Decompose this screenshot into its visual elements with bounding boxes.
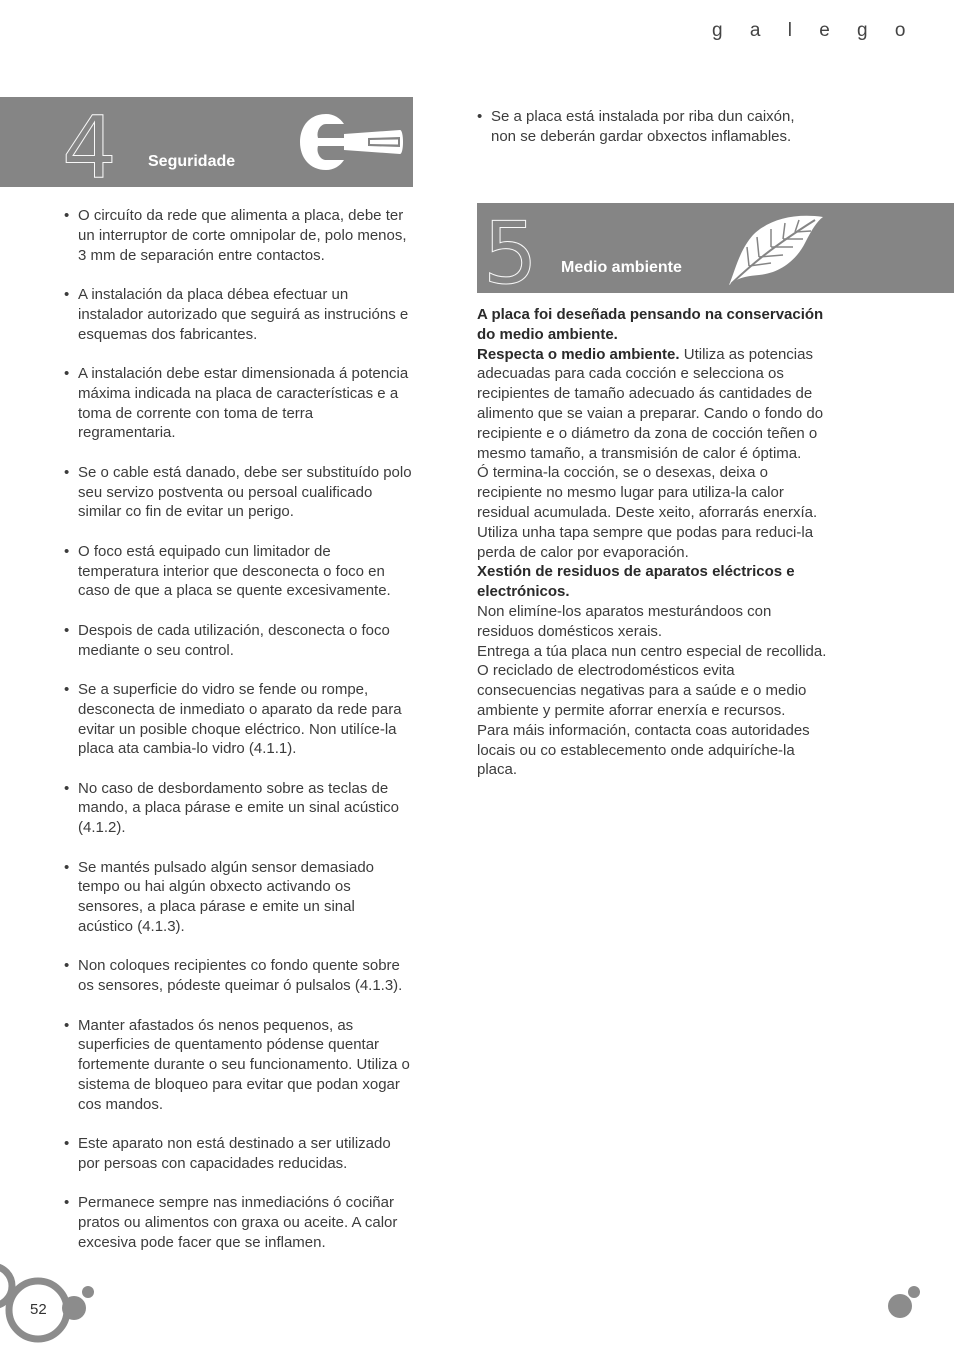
safety-list — [64, 206, 414, 1272]
list-item: • Se a placa está instalada por riba dun caixón, non se deberán gardar obxectos inflamables. — [477, 107, 817, 147]
list-item: • No caso de desbordamento sobre as teclas de mando, a placa párase e emite un sinal acústico (4.1.2). — [64, 779, 414, 838]
wrench-icon — [296, 110, 406, 174]
leaf-icon — [725, 211, 825, 287]
safety-list-continued — [477, 107, 817, 147]
environment-paragraph: Utiliza unha tapa sempre que podas para reduci-la perda de calor por evaporación. — [477, 523, 814, 561]
section-4-banner — [0, 97, 413, 198]
section-title: Medio ambiente — [561, 259, 682, 276]
environment-paragraph: Ó termina-la cocción, se o desexas, deixa o recipiente no mesmo lugar para utiliza-la calor residual acumulada. Deste xeito, aforrarás enerxía. — [477, 464, 818, 521]
section-number: 4 — [62, 98, 117, 198]
list-item: • Manter afastados ós nenos pequenos, as superficies de quentamento pódense quentar fortemente durante o seu funcionamento. Utiliza o sistema de bloqueo para evitar que podan xogar cos mandos. — [64, 1016, 414, 1115]
list-item: • A instalación da placa débea efectuar un instalador autorizado que seguirá as instrucións e esquemas dos fabricantes. — [64, 285, 414, 344]
list-item: • Se o cable está danado, debe ser substituído polo seu servizo postventa ou persoal cualificado similar co fin de evitar un perigo. — [64, 463, 414, 522]
section-number: 5 — [483, 204, 538, 304]
environment-intro: A placa foi deseñada pensando na conservación do medio ambiente. — [477, 306, 824, 343]
environment-paragraph: O reciclado de electrodomésticos evita consecuencias negativas para a saúde e o medio ambiente y permite aforrar enerxía e recursos. — [477, 662, 807, 719]
section-title: Seguridade — [148, 153, 236, 170]
list-item: • Se a superficie do vidro se fende ou rompe, desconecta de inmediato o aparato da rede para evitar un posible choque eléctrico. Non utilíce-la placa ata cambia-lo vidro (4.1.1). — [64, 680, 414, 759]
environment-paragraph: Para máis información, contacta coas autoridades locais ou co establecemento onde adquiríche-la placa. — [477, 721, 810, 779]
section-5-banner — [477, 203, 954, 304]
environment-paragraph: Non elimíne-los aparatos mesturándoos con residuos domésticos xerais. — [477, 602, 772, 640]
list-item: • Non coloques recipientes co fondo quente sobre os sensores, pódeste queimar ó pulsalos (4.1.3). — [64, 956, 414, 996]
list-item: • O circuíto da rede que alimenta a placa, debe ter un interruptor de corte omnipolar de, polo menos, 3 mm de separación entre contactos. — [64, 206, 414, 265]
page-number: 52 — [30, 1301, 47, 1318]
list-item: • O foco está equipado cun limitador de temperatura interior que desconecta o foco en caso de que a placa se quente excesivamente. — [64, 542, 414, 601]
waste-heading: Xestión de residuos de aparatos eléctricos e electrónicos. — [477, 563, 795, 601]
environment-paragraph: Utiliza as potencias adecuadas para cada cocción e selecciona os recipientes de tamaño adecuado ás cantidades de alimento que se vaian a preparar. Cando o fondo do recipiente e o diámetro da zona de cocción teñen o mesmo tamaño, a transmisión de calor é óptima. — [477, 345, 824, 462]
environment-paragraph: Entrega a túa placa nun centro especial de recollida. — [477, 642, 827, 660]
list-item: • Permanece sempre nas inmediacións ó cociñar pratos ou alimentos con graxa ou aceite. A calor excesiva pode facer que se inflamen. — [64, 1193, 414, 1252]
list-item: • A instalación debe estar dimensionada á potencia máxima indicada na placa de características e a toma de corrente con toma de terra regramentaria. — [64, 364, 414, 443]
list-item: • Se mantés pulsado algún sensor demasiado tempo ou hai algún obxecto activando os sensores, a placa párase e emite un sinal acústico (4.1.3). — [64, 858, 414, 937]
environment-heading: Respecta o medio ambiente. — [477, 345, 680, 363]
language-label: g a l e g o — [712, 20, 917, 41]
environment-text — [477, 305, 827, 780]
page-decoration — [880, 1280, 920, 1320]
page-decoration — [0, 1262, 110, 1354]
list-item: • Este aparato non está destinado a ser utilizado por persoas con capacidades reducidas. — [64, 1134, 414, 1174]
list-item: • Despois de cada utilización, desconecta o foco mediante o seu control. — [64, 621, 414, 661]
